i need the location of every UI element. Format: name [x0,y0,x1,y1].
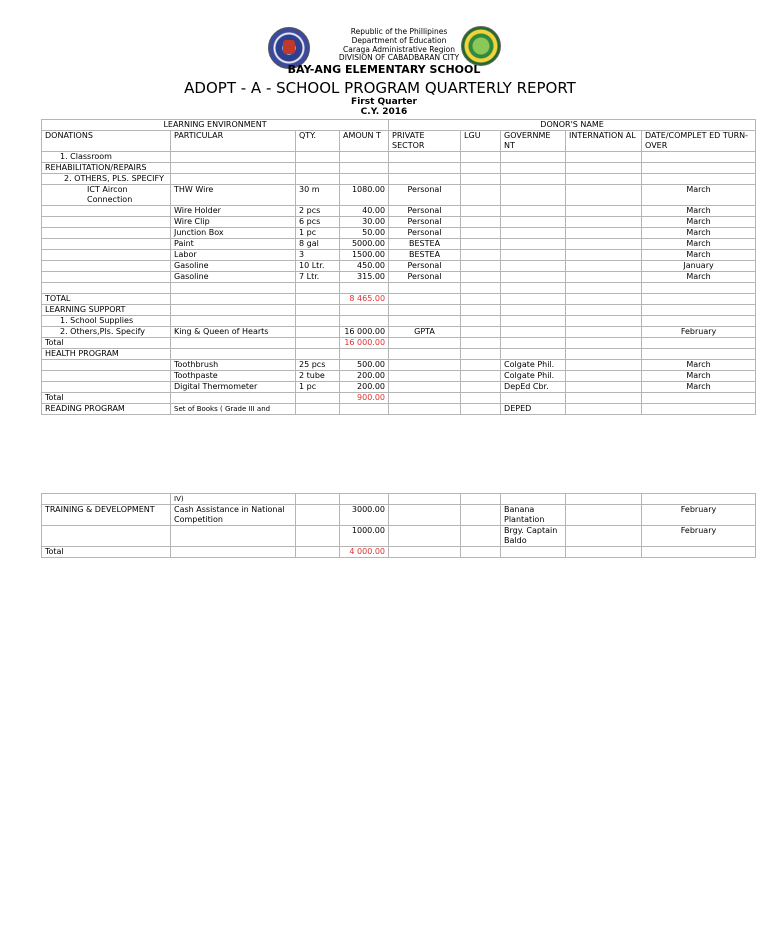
table-cell [296,305,340,316]
table-cell [642,338,756,349]
table-cell [566,283,642,294]
table-cell: 315.00 [340,272,389,283]
table-cell: February [642,505,756,526]
table-cell [461,327,501,338]
table-cell [461,404,501,415]
table-cell [296,294,340,305]
table-cell: 40.00 [340,206,389,217]
table-cell [501,185,566,206]
table-cell: 1 pc [296,382,340,393]
table-cell: 4 000.00 [340,547,389,558]
table-cell [296,547,340,558]
table-cell [501,305,566,316]
table-cell [389,505,461,526]
table-cell: 16 000.00 [340,338,389,349]
table-cell [171,305,296,316]
table-cell [171,338,296,349]
table-cell [566,349,642,360]
table-cell: 6 pcs [296,217,340,228]
table-cell: 1. School Supplies [42,316,171,327]
table-cell [566,505,642,526]
table-cell [461,338,501,349]
table-cell: King & Queen of Hearts [171,327,296,338]
table-cell: February [642,327,756,338]
table-cell [296,494,340,505]
table-cell [461,360,501,371]
table-cell: Set of Books ( Grade III and [171,404,296,415]
school-name: BAY-ANG ELEMENTARY SCHOOL [287,63,481,76]
table-cell [461,371,501,382]
table-cell [461,163,501,174]
table-cell: GPTA [389,327,461,338]
table-cell [340,283,389,294]
table-cell [42,250,171,261]
table-cell [171,283,296,294]
year-label: C.Y. 2016 [360,107,408,117]
table-cell: 5000.00 [340,239,389,250]
table-cell: 2 tube [296,371,340,382]
table-cell: 7 Ltr. [296,272,340,283]
table-cell [501,272,566,283]
col-header: DATE/COMPLET ED TURN-OVER [642,131,756,152]
table-cell: March [642,239,756,250]
table-cell: Digital Thermometer [171,382,296,393]
table-cell: 8 gal [296,239,340,250]
table-cell: February [642,526,756,547]
table-cell: March [642,228,756,239]
table-cell: March [642,217,756,228]
table-row [42,547,756,558]
table-cell [296,349,340,360]
table-cell [340,316,389,327]
table-cell [566,393,642,404]
table-cell [501,283,566,294]
table-cell: DEPED [501,404,566,415]
table-cell [42,494,171,505]
table-cell [42,272,171,283]
table-cell [340,404,389,415]
table-cell [461,261,501,272]
table-cell [501,294,566,305]
table-cell [566,174,642,185]
table-cell: March [642,272,756,283]
table-cell [461,206,501,217]
table-cell: READING PROGRAM [42,404,171,415]
table-row [42,505,756,526]
table-cell [642,174,756,185]
table-cell [642,283,756,294]
table-cell [42,382,171,393]
table-cell [171,163,296,174]
table-cell: Total [42,393,171,404]
table-cell [389,547,461,558]
table-cell [461,228,501,239]
table-row [42,305,756,316]
table-cell: January [642,261,756,272]
table-cell [566,327,642,338]
table-cell [501,494,566,505]
table-row [42,294,756,305]
table-cell: Banana Plantation [501,505,566,526]
table-cell [642,316,756,327]
table-cell [171,349,296,360]
table-cell [461,316,501,327]
table-row [42,217,756,228]
table-cell [171,393,296,404]
table-cell [42,261,171,272]
table-cell [461,349,501,360]
table-cell [501,239,566,250]
table-cell: Total [42,338,171,349]
table-cell [340,494,389,505]
table-row [42,185,756,206]
table-cell [389,338,461,349]
table-cell [461,185,501,206]
table-cell [501,547,566,558]
table-cell [42,217,171,228]
table-cell: Personal [389,185,461,206]
table-cell [461,152,501,163]
table-cell: 1080.00 [340,185,389,206]
table-row [42,349,756,360]
table-cell [642,163,756,174]
table-cell [42,228,171,239]
table-cell [566,261,642,272]
col-header: PARTICULAR [171,131,296,152]
table-cell [642,547,756,558]
table-cell: Wire Clip [171,217,296,228]
table-cell: 900.00 [340,393,389,404]
table-cell: March [642,371,756,382]
table-cell [461,294,501,305]
table-row [42,382,756,393]
table-cell [296,152,340,163]
table-cell: ICT Aircon Connection [42,185,171,206]
table-cell [389,382,461,393]
table-cell: March [642,250,756,261]
table-cell: 200.00 [340,371,389,382]
table-cell [501,349,566,360]
table-cell [389,316,461,327]
table-cell: DepEd Cbr. [501,382,566,393]
table-cell [296,505,340,526]
table-cell: Junction Box [171,228,296,239]
table-cell: Personal [389,228,461,239]
table-cell [642,305,756,316]
table-cell: REHABILITATION/REPAIRS [42,163,171,174]
table-cell [566,217,642,228]
table-cell [461,174,501,185]
column-header-row [42,131,756,152]
table-cell [566,338,642,349]
table-cell [566,305,642,316]
col-header: QTY. [296,131,340,152]
table-cell: 3000.00 [340,505,389,526]
table-row [42,174,756,185]
table-cell [566,272,642,283]
col-header: DONATIONS [42,131,171,152]
division-line: DIVISION OF CABADBARAN CITY [338,53,460,62]
table-cell [461,217,501,228]
table-cell: Personal [389,217,461,228]
table-row [42,526,756,547]
table-row [42,228,756,239]
table-row [42,494,756,505]
table-cell: March [642,185,756,206]
table-cell: Colgate Phil. [501,371,566,382]
table-cell [340,305,389,316]
table-cell: 30 m [296,185,340,206]
table-cell [642,349,756,360]
table-cell: 2 pcs [296,206,340,217]
table-cell [389,393,461,404]
table-cell: TRAINING & DEVELOPMENT [42,505,171,526]
col-header: INTERNATION AL [566,131,642,152]
table-cell: Total [42,547,171,558]
table-cell [389,371,461,382]
republic-line: Republic of the Phillipines [350,27,448,36]
table-cell: Cash Assistance in National Competition [171,505,296,526]
table-cell [389,174,461,185]
table-row [42,338,756,349]
quarter-label: First Quarter [351,97,417,107]
table-cell: 1000.00 [340,526,389,547]
table-row [42,393,756,404]
table-cell: Brgy. Captain Baldo [501,526,566,547]
table-cell [171,316,296,327]
table-cell [566,206,642,217]
table-cell [461,272,501,283]
table-row [42,316,756,327]
table-cell [171,526,296,547]
table-cell: 1 pc [296,228,340,239]
table-cell [296,338,340,349]
table-cell [389,349,461,360]
table-cell: March [642,360,756,371]
table-cell: 10 Ltr. [296,261,340,272]
table-cell [42,239,171,250]
table-cell [461,283,501,294]
table-cell [42,283,171,294]
table-cell [389,305,461,316]
table-cell: Gasoline [171,272,296,283]
table-cell [389,404,461,415]
table-cell: March [642,206,756,217]
department-line: Department of Education [351,36,447,45]
table-cell [501,261,566,272]
table-row [42,283,756,294]
table-cell [566,294,642,305]
col-header: AMOUN T [340,131,389,152]
table-cell [461,505,501,526]
table-cell [566,371,642,382]
table-cell [501,152,566,163]
table-cell: 50.00 [340,228,389,239]
table-cell [389,152,461,163]
table-cell [389,360,461,371]
table-cell: Toothbrush [171,360,296,371]
table-row [42,272,756,283]
table-cell [642,404,756,415]
table-cell [642,294,756,305]
table-cell [501,206,566,217]
group-header-row [42,120,756,131]
table-row [42,206,756,217]
table-cell [642,393,756,404]
table-cell [296,283,340,294]
table-cell [461,393,501,404]
table-cell [171,152,296,163]
table-cell [461,305,501,316]
table-row [42,404,756,415]
table-cell: Wire Holder [171,206,296,217]
table-cell [389,526,461,547]
table-cell [501,316,566,327]
table-cell [566,404,642,415]
table-cell [642,152,756,163]
table-cell [501,174,566,185]
table-row [42,239,756,250]
table-cell [340,349,389,360]
table-row [42,371,756,382]
table-cell: Toothpaste [171,371,296,382]
table-cell [501,250,566,261]
table-cell [461,250,501,261]
table-cell: TOTAL [42,294,171,305]
table-cell [566,526,642,547]
table-cell [566,163,642,174]
report-title: ADOPT - A - SCHOOL PROGRAM QUARTERLY REPORT [184,79,576,97]
table-cell [42,206,171,217]
table-cell [501,217,566,228]
report-table-continued [41,493,756,558]
table-cell: 500.00 [340,360,389,371]
col-header: PRIVATE SECTOR [389,131,461,152]
table-cell [389,163,461,174]
table-cell: Paint [171,239,296,250]
table-cell [566,250,642,261]
table-cell [296,393,340,404]
table-cell: Gasoline [171,261,296,272]
table-cell [461,382,501,393]
table-row [42,261,756,272]
table-cell [501,228,566,239]
table-cell: HEALTH PROGRAM [42,349,171,360]
table-cell [501,393,566,404]
table-cell [389,283,461,294]
table-cell [340,163,389,174]
table-cell [501,327,566,338]
table-cell [461,494,501,505]
table-cell: 450.00 [340,261,389,272]
table-cell [42,360,171,371]
table-cell: 1500.00 [340,250,389,261]
table-cell: 2. OTHERS, PLS. SPECIFY [42,174,171,185]
table-cell: Personal [389,261,461,272]
table-cell: IV) [171,494,296,505]
table-cell [566,382,642,393]
table-cell [42,371,171,382]
table-cell [461,526,501,547]
table-cell [389,494,461,505]
table-cell [296,163,340,174]
table-cell [296,174,340,185]
table-cell: BESTEA [389,239,461,250]
table-cell [171,174,296,185]
table-row [42,360,756,371]
table-cell: Colgate Phil. [501,360,566,371]
table-cell: BESTEA [389,250,461,261]
table-cell [566,228,642,239]
table-cell [389,294,461,305]
table-cell: 16 000.00 [340,327,389,338]
report-table-main [41,119,756,415]
table-cell: 2. Others,Pls. Specify [42,327,171,338]
table-cell [566,360,642,371]
table-cell [296,526,340,547]
table-cell: March [642,382,756,393]
table-cell [296,404,340,415]
table-cell [340,152,389,163]
group-learning-environment: LEARNING ENVIRONMENT [42,120,389,131]
table-cell: 3 [296,250,340,261]
table-cell: Personal [389,272,461,283]
table-cell [566,316,642,327]
table-cell [566,152,642,163]
table-cell [501,163,566,174]
table-cell [566,494,642,505]
table-cell: 1. Classroom [42,152,171,163]
table-cell [461,547,501,558]
table-cell [171,294,296,305]
table-cell [42,526,171,547]
table-row [42,163,756,174]
table-row [42,152,756,163]
table-cell: LEARNING SUPPORT [42,305,171,316]
table-cell: 200.00 [340,382,389,393]
table-row [42,250,756,261]
col-header: GOVERNME NT [501,131,566,152]
table-row [42,327,756,338]
table-cell: 25 pcs [296,360,340,371]
table-cell [566,239,642,250]
table-cell: THW Wire [171,185,296,206]
table-cell: 8 465.00 [340,294,389,305]
table-cell [566,547,642,558]
table-cell [296,316,340,327]
table-cell [340,174,389,185]
table-cell [461,239,501,250]
table-cell [501,338,566,349]
table-cell: Labor [171,250,296,261]
table-cell [642,494,756,505]
col-header: LGU [461,131,501,152]
table-cell [566,185,642,206]
table-cell [171,547,296,558]
region-line: Caraga Administrative Region [343,45,455,54]
table-cell: Personal [389,206,461,217]
table-cell: 30.00 [340,217,389,228]
table-cell [296,327,340,338]
group-donors-name: DONOR'S NAME [389,120,756,131]
